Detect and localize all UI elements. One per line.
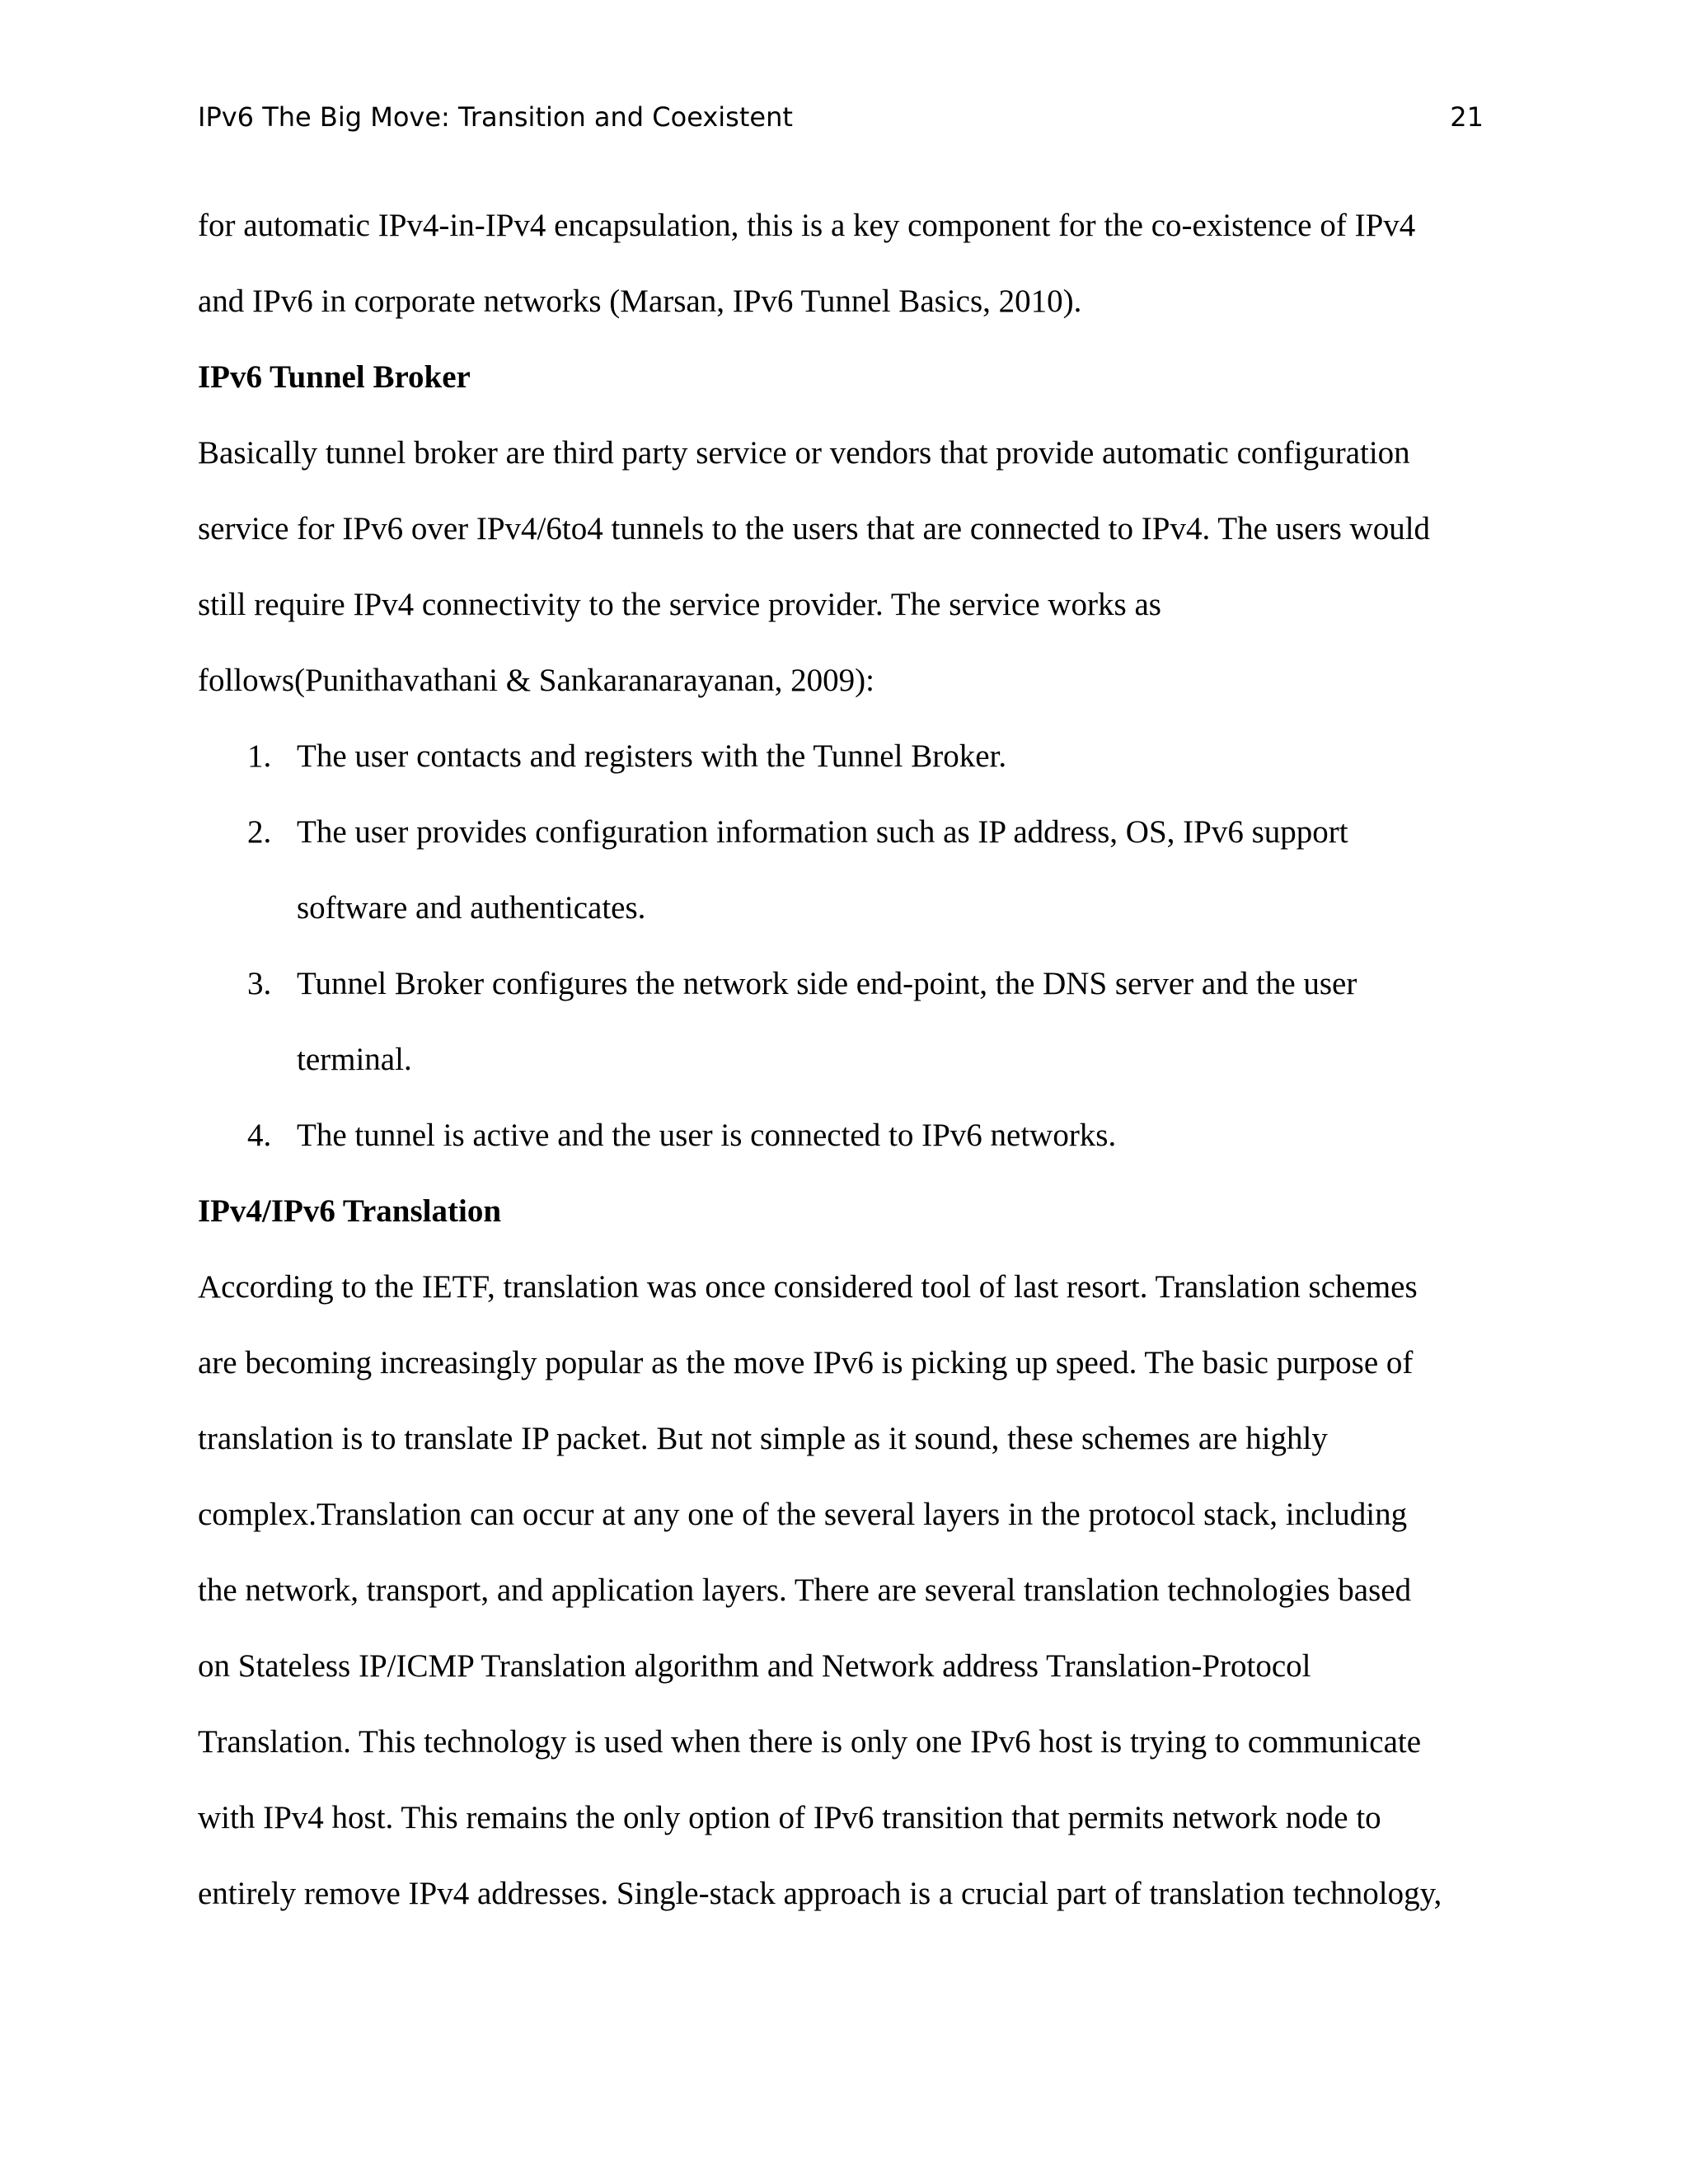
paragraph-line: are becoming increasingly popular as the move IPv6 is picking up speed. The basic purpose of (198, 1345, 1414, 1380)
paragraph-line: for automatic IPv4-in-IPv4 encapsulation, this is a key component for the co-existence of IPv4 (198, 208, 1416, 243)
list-item-text: The user contacts and registers with the Tunnel Broker. (297, 738, 1007, 774)
paragraph-line: entirely remove IPv4 addresses. Single-stack approach is a crucial part of translation technology, (198, 1876, 1442, 1911)
list-item (198, 946, 1500, 1022)
paragraph-line: translation is to translate IP packet. But not simple as it sound, these schemes are highly (198, 1421, 1328, 1456)
paragraph-line: According to the IETF, translation was once considered tool of last resort. Translation schemes (198, 1269, 1418, 1305)
running-title: IPv6 The Big Move: Transition and Coexistent (198, 101, 793, 133)
list-number: 2. (247, 814, 272, 850)
list-item (198, 719, 1500, 794)
section-heading-tunnel-broker: IPv6 Tunnel Broker (198, 359, 471, 395)
list-item-text: terminal. (297, 1042, 412, 1077)
list-item (198, 1098, 1500, 1174)
paragraph-line: on Stateless IP/ICMP Translation algorithm and Network address Translation-Protocol (198, 1648, 1311, 1684)
paragraph-line: Basically tunnel broker are third party service or vendors that provide automatic configuration (198, 435, 1410, 471)
list-item-continuation (198, 1022, 1500, 1098)
paragraph-line: complex.Translation can occur at any one of the several layers in the protocol stack, including (198, 1497, 1408, 1532)
list-item-text: The user provides configuration information such as IP address, OS, IPv6 support (297, 814, 1348, 850)
list-item-continuation (198, 870, 1500, 946)
section-heading-translation: IPv4/IPv6 Translation (198, 1193, 502, 1229)
paragraph-line: Translation. This technology is used when there is only one IPv6 host is trying to communicate (198, 1724, 1422, 1760)
numbered-list (198, 719, 1500, 1174)
list-item-text: The tunnel is active and the user is connected to IPv6 networks. (297, 1118, 1117, 1153)
page-number: 21 (1450, 101, 1484, 133)
paragraph-line: still require IPv4 connectivity to the service provider. The service works as (198, 587, 1161, 622)
list-item-text: software and authenticates. (297, 890, 646, 926)
paragraph-line: follows(Punithavathani & Sankaranarayanan, 2009): (198, 663, 874, 698)
paragraph-line: the network, transport, and application layers. There are several translation technologies based (198, 1572, 1412, 1608)
list-number: 1. (247, 738, 272, 774)
paragraph-line: with IPv4 host. This remains the only option of IPv6 transition that permits network node to (198, 1800, 1381, 1835)
paragraph-line: service for IPv6 over IPv4/6to4 tunnels to the users that are connected to IPv4. The users would (198, 511, 1431, 546)
list-item-text: Tunnel Broker configures the network side end-point, the DNS server and the user (297, 966, 1357, 1001)
page-body (198, 188, 1500, 1932)
list-number: 4. (247, 1118, 272, 1153)
paragraph-line: and IPv6 in corporate networks (Marsan, IPv6 Tunnel Basics, 2010). (198, 284, 1082, 319)
list-number: 3. (247, 966, 272, 1001)
list-item (198, 794, 1500, 870)
